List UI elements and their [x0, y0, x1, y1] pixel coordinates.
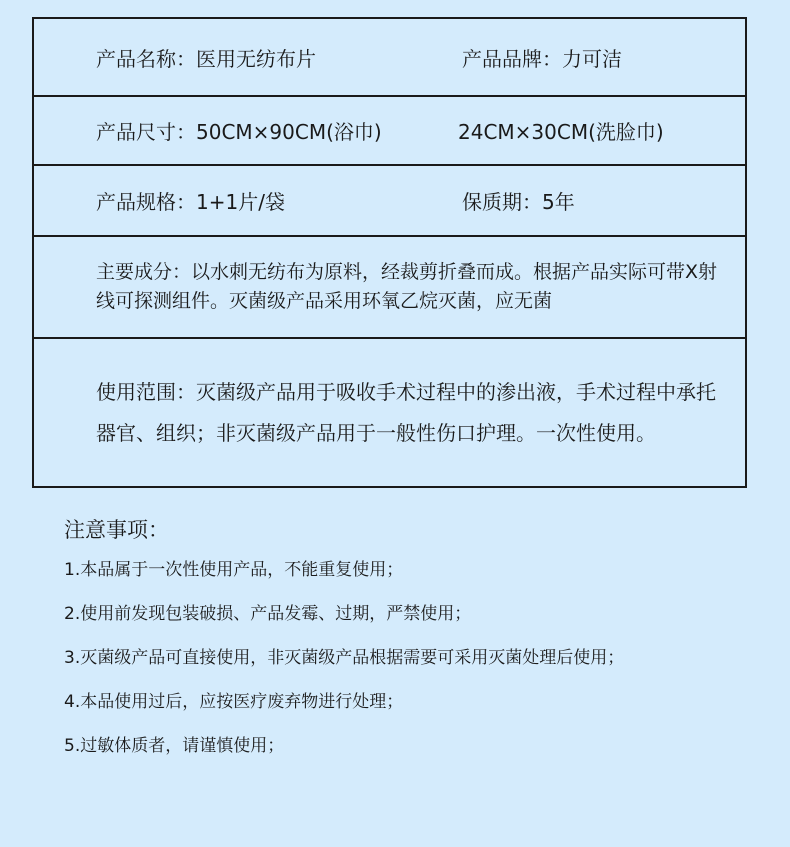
- product-composition: 主要成分：以水刺无纺布为原料，经裁剪折叠而成。根据产品实际可带X射线可探测组件。灭菌级产品采用环氧乙烷灭菌，应无菌: [96, 261, 718, 312]
- product-usage: 使用范围：灭菌级产品用于吸收手术过程中的渗出液，手术过程中承托器官、组织；非灭菌级产品用于一般性伤口护理。一次性使用。: [96, 379, 716, 445]
- note-item: 3.灭菌级产品可直接使用，非灭菌级产品根据需要可采用灭菌处理后使用；: [64, 648, 625, 668]
- spec-row-format-shelf: [34, 166, 745, 237]
- product-brand: 产品品牌：力可洁: [462, 46, 622, 71]
- note-item: 1.本品属于一次性使用产品，不能重复使用；: [64, 560, 404, 580]
- product-name: 产品名称：医用无纺布片: [96, 46, 316, 71]
- note-item: 5.过敏体质者，请谨慎使用；: [64, 736, 285, 756]
- spec-row-name-brand: [34, 19, 745, 97]
- product-spec-table: [32, 17, 747, 488]
- product-size-face: 24CM×30CM(洗脸巾): [458, 120, 664, 144]
- spec-row-usage: [34, 339, 745, 486]
- note-item: 2.使用前发现包装破损、产品发霉、过期，严禁使用；: [64, 604, 472, 624]
- product-shelf-life: 保质期：5年: [462, 190, 575, 214]
- notes-section: [64, 513, 764, 775]
- note-item: 4.本品使用过后，应按医疗废弃物进行处理；: [64, 692, 404, 712]
- product-size-bath: 产品尺寸：50CM×90CM(浴巾): [96, 120, 382, 144]
- spec-row-composition: [34, 237, 745, 339]
- spec-row-size: [34, 97, 745, 166]
- product-format: 产品规格：1+1片/袋: [96, 190, 285, 214]
- notes-title: 注意事项：: [64, 518, 169, 542]
